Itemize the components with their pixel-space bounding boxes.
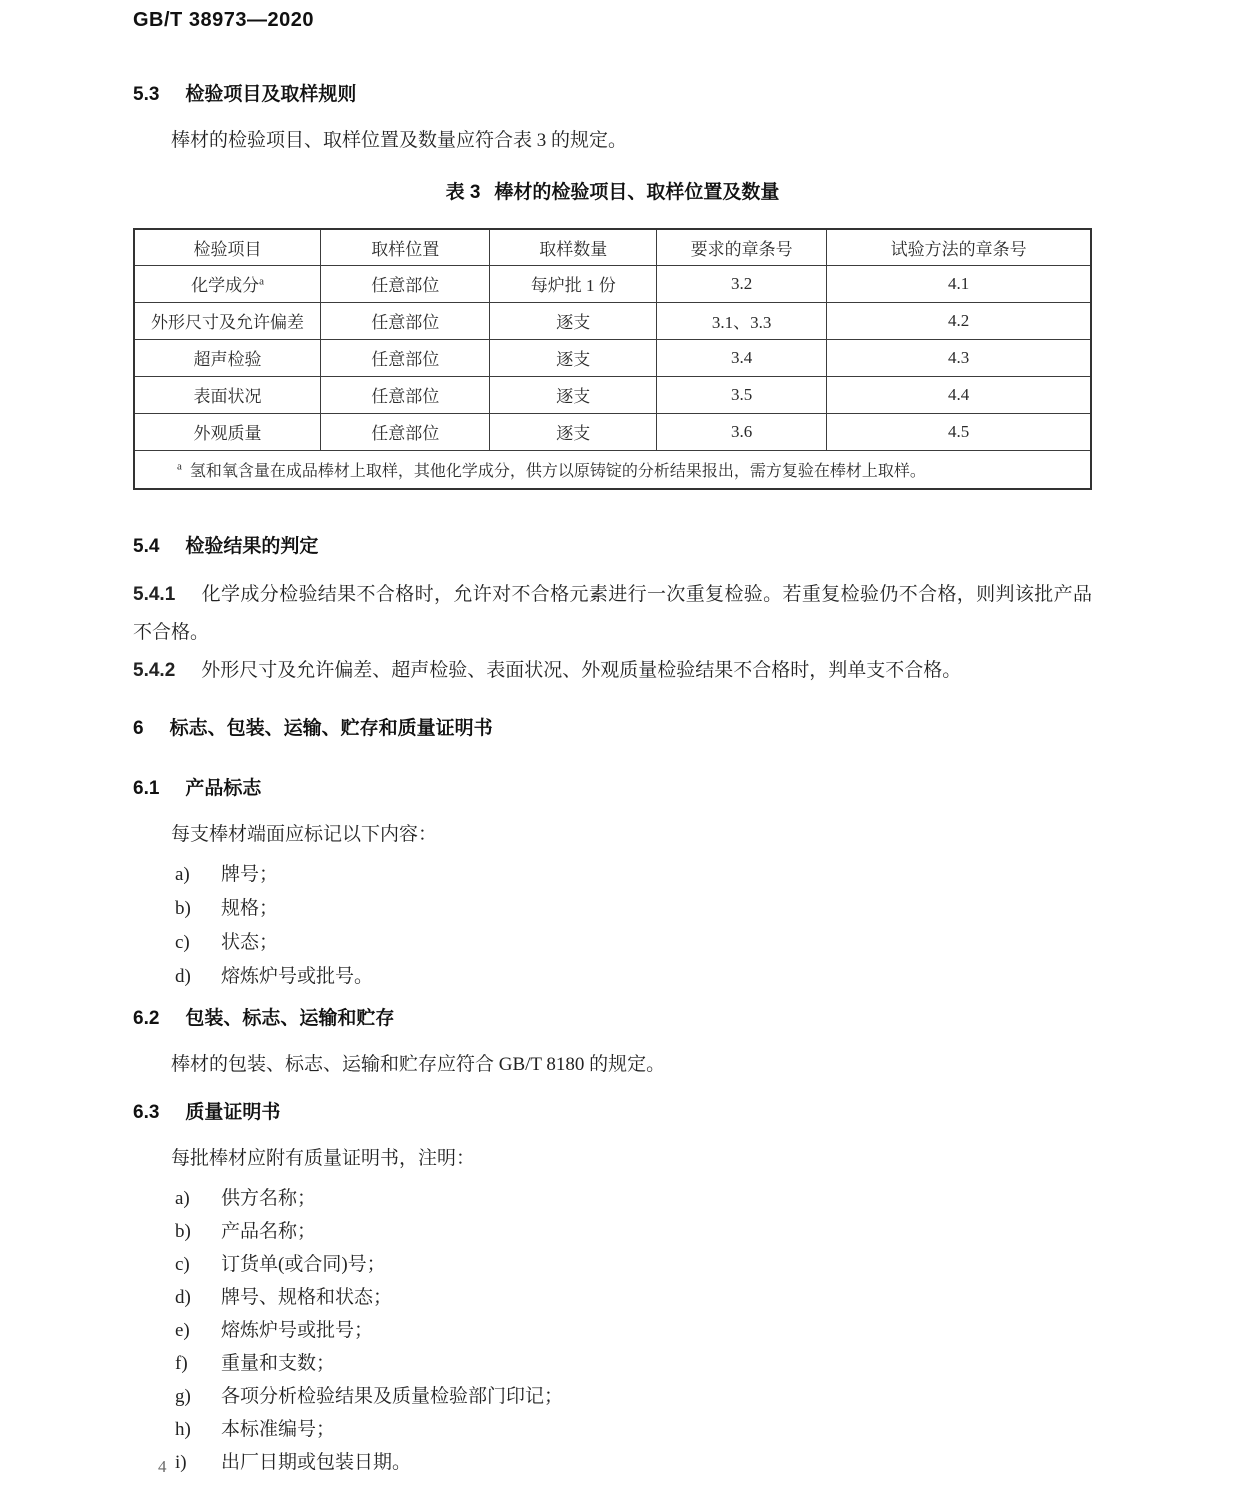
table3-cell: 4.4 xyxy=(827,376,1091,413)
list-item xyxy=(133,1182,1092,1215)
section-number: 5.3 xyxy=(133,84,160,105)
table3-cell: 化学成分$^a$ xyxy=(134,265,321,302)
list-item-label: d) xyxy=(175,1287,191,1308)
section-5-4-heading xyxy=(133,534,1092,560)
section-number: 6.3 xyxy=(133,1102,160,1123)
table3-row xyxy=(134,376,1091,413)
table3-cell: 外形尺寸及允许偏差 xyxy=(134,302,321,339)
section-number: 5.4 xyxy=(133,536,160,557)
list-item-text: 出厂日期或包装日期。 xyxy=(221,1452,412,1473)
clause-5-4-2 xyxy=(133,652,1092,690)
section-number: 6.2 xyxy=(133,1008,160,1029)
list-item-label: c) xyxy=(175,932,190,953)
list-item xyxy=(133,926,1092,960)
standard-number: GB/T 38973—2020 xyxy=(133,9,314,31)
clause-number: 5.4.1 xyxy=(133,584,176,605)
list-item-text: 产品名称； xyxy=(221,1221,317,1242)
table3-cell: 逐支 xyxy=(490,413,657,450)
clause-text: 外形尺寸及允许偏差、超声检验、表面状况、外观质量检验结果不合格时，判单支不合格。 xyxy=(201,660,962,681)
list-item xyxy=(133,858,1092,892)
list-item-text: 订货单(或合同)号； xyxy=(221,1254,386,1275)
section-6-2-heading xyxy=(133,1006,1092,1032)
table3-caption xyxy=(133,180,1092,206)
list-item xyxy=(133,960,1092,994)
list-item xyxy=(133,1314,1092,1347)
footnote-text: 氢和氧含量在成品棒材上取样，其他化学成分，供方以原铸锭的分析结果报出，需方复验在棒材上取样。 xyxy=(189,462,926,480)
table3-cell: 超声检验 xyxy=(134,339,321,376)
list-item xyxy=(133,1380,1092,1413)
section-6-3-paragraph: 每批棒材应附有质量证明书，注明： xyxy=(171,1148,476,1169)
section-6-1-heading xyxy=(133,776,1092,802)
list-item-text: 各项分析检验结果及质量检验部门印记； xyxy=(221,1386,564,1407)
table3-row xyxy=(134,302,1091,339)
table3-header-cell: 检验项目 xyxy=(134,229,321,265)
table3-cell: 4.2 xyxy=(827,302,1091,339)
section-6-heading xyxy=(133,716,1092,742)
table3-cell: 每炉批 1 份 xyxy=(490,265,657,302)
clause-text: 化学成分检验结果不合格时，允许对不合格元素进行一次重复检验。若重复检验仍不合格，则判该批产品不合格。 xyxy=(133,584,1092,643)
section-6-3-heading xyxy=(133,1100,1092,1126)
section-title: 质量证明书 xyxy=(185,1102,281,1123)
table3-cell: 3.6 xyxy=(657,413,827,450)
list-item-text: 牌号、规格和状态； xyxy=(221,1287,393,1308)
table3-cell: 3.1、3.3 xyxy=(657,302,827,339)
list-item-text: 供方名称； xyxy=(221,1188,317,1209)
table3-cell: 逐支 xyxy=(490,376,657,413)
list-item xyxy=(133,1215,1092,1248)
section-title: 检验结果的判定 xyxy=(185,536,319,557)
section-5-3-heading xyxy=(133,82,1092,108)
table3-row xyxy=(134,413,1091,450)
list-item-text: 规格； xyxy=(221,898,279,919)
section-6-1-list xyxy=(133,858,1092,994)
section-6-2-paragraph: 棒材的包装、标志、运输和贮存应符合 GB/T 8180 的规定。 xyxy=(171,1054,666,1075)
list-item-text: 熔炼炉号或批号。 xyxy=(221,966,374,987)
table3-cell: 逐支 xyxy=(490,302,657,339)
list-item-label: c) xyxy=(175,1254,190,1275)
list-item-label: a) xyxy=(175,864,190,885)
section-title: 标志、包装、运输、贮存和质量证明书 xyxy=(169,718,493,739)
list-item-text: 牌号； xyxy=(221,864,279,885)
clause-5-4-1 xyxy=(133,576,1092,652)
list-item-text: 本标准编号； xyxy=(221,1419,336,1440)
table3-row xyxy=(134,265,1091,302)
table3-cell: 4.3 xyxy=(827,339,1091,376)
table3-header-row xyxy=(134,229,1091,265)
table3-header-cell: 取样位置 xyxy=(321,229,490,265)
section-title: 产品标志 xyxy=(185,778,262,799)
section-title: 包装、标志、运输和贮存 xyxy=(185,1008,395,1029)
list-item-label: b) xyxy=(175,898,191,919)
list-item-text: 状态； xyxy=(221,932,279,953)
table3-cell: 4.5 xyxy=(827,413,1091,450)
table3-cell: 3.5 xyxy=(657,376,827,413)
section-number: 6 xyxy=(133,718,144,739)
page-number: 4 xyxy=(158,1457,167,1476)
list-item-label: h) xyxy=(175,1419,191,1440)
list-item-label: b) xyxy=(175,1221,191,1242)
table3-cell: 逐支 xyxy=(490,339,657,376)
table3-header-cell: 要求的章条号 xyxy=(657,229,827,265)
table3-footnote-cell xyxy=(134,450,1091,489)
table3-cell: 外观质量 xyxy=(134,413,321,450)
table3-cell: 任意部位 xyxy=(321,376,490,413)
footnote-marker: a xyxy=(177,460,182,473)
list-item-label: e) xyxy=(175,1320,190,1341)
table3-footnote-row xyxy=(134,450,1091,489)
clause-number: 5.4.2 xyxy=(133,660,176,681)
section-number: 6.1 xyxy=(133,778,160,799)
list-item-label: d) xyxy=(175,966,191,987)
table3-header-cell: 试验方法的章条号 xyxy=(827,229,1091,265)
list-item-text: 重量和支数； xyxy=(221,1353,336,1374)
section-6-1-paragraph: 每支棒材端面应标记以下内容： xyxy=(171,824,438,845)
table3-cell: 4.1 xyxy=(827,265,1091,302)
list-item-label: f) xyxy=(175,1353,188,1374)
table3-cell: 任意部位 xyxy=(321,302,490,339)
list-item xyxy=(133,1281,1092,1314)
table3-cell: 表面状况 xyxy=(134,376,321,413)
table3-cell: 3.4 xyxy=(657,339,827,376)
table3-caption-title: 棒材的检验项目、取样位置及数量 xyxy=(494,182,780,203)
list-item-label: a) xyxy=(175,1188,190,1209)
section-5-3-paragraph: 棒材的检验项目、取样位置及数量应符合表 3 的规定。 xyxy=(171,130,628,151)
list-item xyxy=(133,892,1092,926)
table3-row xyxy=(134,339,1091,376)
footnote-marker: a xyxy=(259,275,264,288)
list-item-label: i) xyxy=(175,1452,187,1473)
section-6-3-list xyxy=(133,1182,1092,1479)
list-item xyxy=(133,1413,1092,1446)
table3-cell: 3.2 xyxy=(657,265,827,302)
list-item-label: g) xyxy=(175,1386,191,1407)
table3-header-cell: 取样数量 xyxy=(490,229,657,265)
table3-cell: 任意部位 xyxy=(321,265,490,302)
list-item xyxy=(133,1248,1092,1281)
table3-cell: 任意部位 xyxy=(321,413,490,450)
table3 xyxy=(133,228,1092,490)
section-title: 检验项目及取样规则 xyxy=(185,84,357,105)
table3-cell: 任意部位 xyxy=(321,339,490,376)
list-item xyxy=(133,1446,1092,1479)
list-item xyxy=(133,1347,1092,1380)
page-content xyxy=(133,0,1092,1479)
table3-caption-label: 表 3 xyxy=(445,182,481,203)
list-item-text: 熔炼炉号或批号； xyxy=(221,1320,374,1341)
